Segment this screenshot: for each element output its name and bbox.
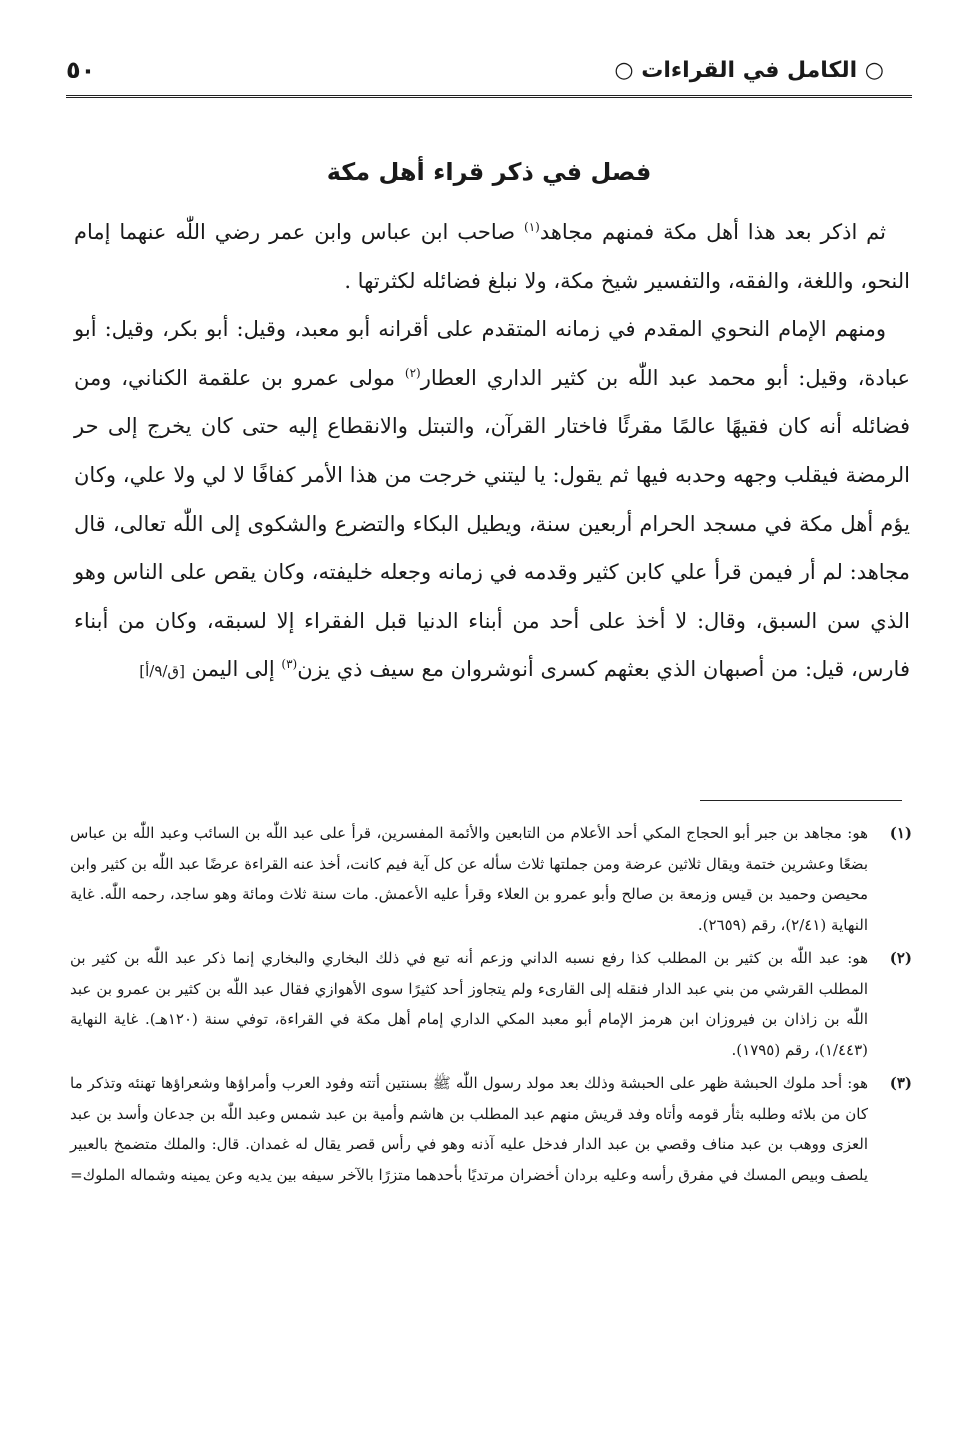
footnotes	[70, 818, 912, 1193]
footnote-text: هو: مجاهد بن جبر أبو الحجاج المكي أحد الأعلام من التابعين والأئمة المفسرين، قرأ على عبد اللّٰه بن السائب وعبد اللّٰه بن عباس بضعًا وعشرين ختمة ويقال ثلاثين عرضة ومن جملتها ثلاث سأله عن كل آية فيم كانت، أخذ عنه القراءة عرضًا عبد اللّٰه بن كثير وابن محيصن وحميد بن قيس وزمعة بن صالح وأبو عمرو بن العلاء وقرأ عليه الأعمش. مات سنة ثلاث ومائة وهو ساجد، رحمه اللّٰه. غاية النهاية (٢/٤١)، رقم (٢٦٥٩).	[70, 824, 868, 934]
paragraph	[74, 305, 910, 696]
footnote	[70, 943, 912, 1065]
footnote-ref: (٣)	[281, 657, 298, 672]
footnote-text: هو: عبد اللّٰه بن كثير بن المطلب كذا رفع نسبه الداني وزعم أنه تبع في ذلك البخاري والبخاري إنما ذكر عبد اللّٰه بن كثير بن المطلب القرشي من بني عبد الدار فنقله إلى القارىء ولم يتجاوز أحد كثيرًا سوى الأهوازي فقال عبد اللّٰه بن كثير بن عمرو بن عبد اللّٰه بن زاذان بن فيروزان ابن هرمز الإمام أبو معبد المكي الداري إمام أهل مكة في القراءة، توفي سنة (١٢٠هـ). غاية النهاية (١/٤٤٣)، رقم (١٧٩٥).	[70, 949, 868, 1059]
page-number: ٥٠	[66, 56, 96, 84]
paragraph	[74, 208, 910, 305]
footnote-divider	[700, 800, 902, 801]
section-title: فصل في ذكر قراء أهل مكة	[326, 158, 652, 186]
footnote-marker: (١)	[889, 824, 912, 842]
footnote-text: هو: أحد ملوك الحبشة ظهر على الحبشة وذلك بعد مولد رسول اللّٰه ﷺ بسنتين أتته وفود العرب وأمراؤها وشعراؤها تهنئه وتذكر ما كان من بلائه وطلبه بثأر قومه وأتاه وفد قريش منهم عبد المطلب بن هاشم وأمية بن عبد شمس وعبد اللّٰه بن جدعان وأسد بن عبد العزى ووهب بن عبد مناف وقصي بن عبد الدار فدخل عليه آذنه وهو في رأس قصر يقال له غمدان. قال: والملك متضمخ بالعبير يلصف وبيص المسك في مفرق رأسه وعليه بردان أخضران مرتديًا بأحدهما متزرًا بالآخر سيفه بين يديه وعن يمينه وشماله الملوك=	[70, 1074, 868, 1184]
footnote	[70, 818, 912, 940]
footnote-marker: (٢)	[889, 949, 912, 967]
manuscript-folio-marker: [ق/٩/أ]	[139, 662, 185, 681]
footnote-ref: (١)	[524, 220, 540, 234]
paragraph-text: ومنهم الإمام النحوي المقدم في زمانه المتقدم على أقرانه أبو معبد، وقيل: أبو بكر، وقيل: أبو عبادة، وقيل: أبو محمد عبد اللّٰه بن كثير الداري العطار	[74, 317, 910, 390]
header-divider	[66, 95, 912, 98]
paragraph-text: صاحب ابن عباس وابن عمر رضي اللّٰه عنهما إمام النحو، واللغة، والفقه، والتفسير شيخ مكة، ولا نبلغ فضائله لكثرتها .	[74, 220, 910, 293]
page-header	[66, 52, 912, 98]
footnote	[70, 1068, 912, 1190]
footnote-ref: (٢)	[404, 365, 421, 380]
paragraph-text: ثم اذكر بعد هذا أهل مكة فمنهم مجاهد	[539, 220, 886, 244]
paragraph-text: مولى عمرو بن علقمة الكناني، ومن فضائله أنه كان فقيهًا عالمًا مقرئًا فاختار القرآن، والتبتل والانقطاع إليه حتى كان يخرج إلى حر الرمضة فيقلب وجهه وحدبه فيها ثم يقول: يا ليتني خرجت من هذا الأمر كفافًا لا لي ولا علي، وكان يؤم أهل مكة في مسجد الحرام أربعين سنة، ويطيل البكاء والتضرع والشكوى إلى اللّٰه تعالى، قال مجاهد: لم أر فيمن قرأ علي كابن كثير وقدمه في زمانه وجعله خليفته، وكان يقص على الناس وهو الذي سن السبق، وقال: لا أخذ على أحد من أبناء الدنيا قبل الفقراء إلا لسبقه، وكان من أبناء فارس، قيل: من أصبهان الذي بعثهم كسرى أنوشروان مع سيف ذي يزن	[74, 365, 910, 682]
book-title: ○ الكامل في القراءات ○	[614, 58, 884, 83]
footnote-marker: (٣)	[889, 1074, 912, 1092]
main-text	[74, 208, 910, 696]
paragraph-text: إلى اليمن	[184, 657, 282, 682]
